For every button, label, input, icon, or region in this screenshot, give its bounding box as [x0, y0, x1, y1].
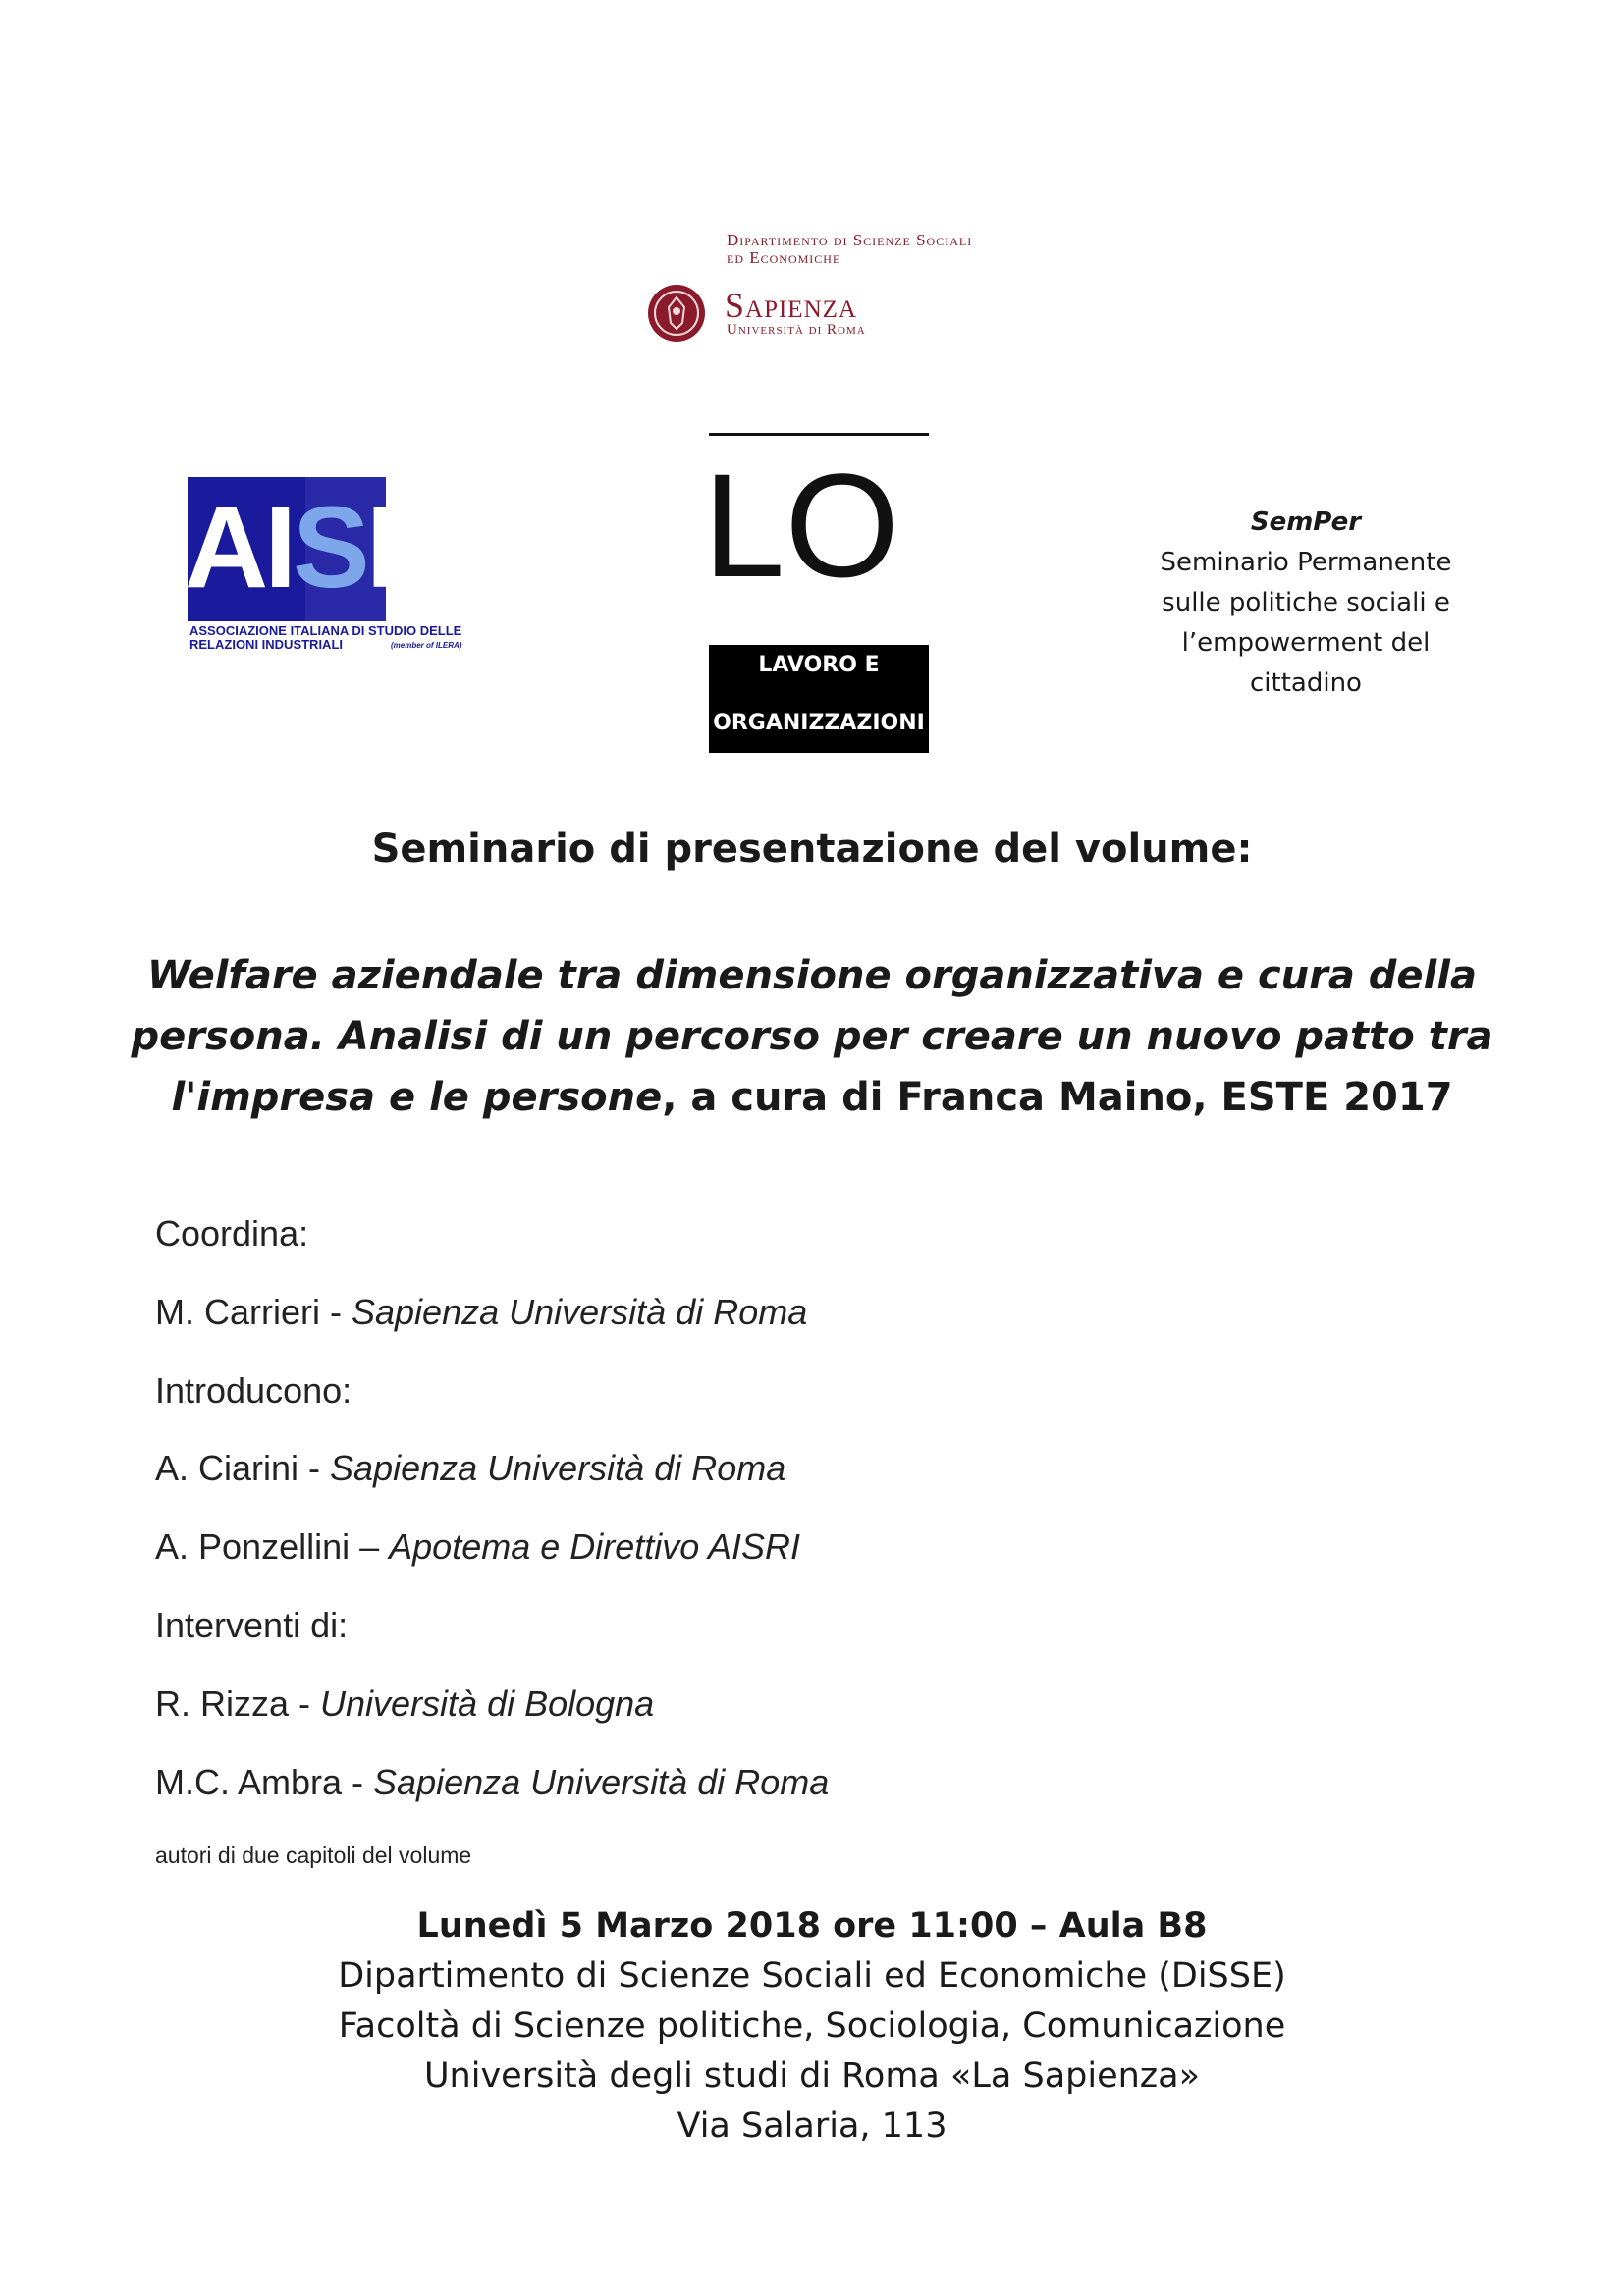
seminar-heading: Seminario di presentazione del volume:: [371, 827, 1253, 872]
semper-line1: Seminario Permanente: [1160, 548, 1452, 577]
event-address: Via Salaria, 113: [677, 2107, 947, 2146]
semper-line4: cittadino: [1250, 668, 1362, 698]
aisri-caption-line2: RELAZIONI INDUSTRIALI: [189, 637, 343, 652]
semper-block: [1080, 503, 1532, 704]
coordina-label: Coordina:: [155, 1213, 309, 1254]
department-name-line2: ed Economiche: [727, 248, 841, 267]
aisri-logo-text: AISRI: [185, 483, 474, 613]
sapienza-seal-icon: [647, 284, 706, 347]
interventi-label: Interventi di:: [155, 1605, 349, 1645]
lo-logo-letters: LO: [703, 443, 900, 608]
event-details: [0, 1901, 1624, 2152]
semper-title: SemPer: [1250, 507, 1362, 537]
aisri-caption-line1: ASSOCIAZIONE ITALIANA DI STUDIO DELLE: [189, 623, 462, 638]
event-university: Università degli studi di Roma «La Sapienza»: [423, 2056, 1201, 2096]
event-faculty: Facoltà di Scienze politiche, Sociologia, Comunicazione: [338, 2006, 1286, 2046]
lo-label-line2: ORGANIZZAZIONI: [713, 711, 925, 735]
semper-line2: sulle politiche sociali e: [1162, 588, 1450, 617]
aisri-member-note: (member of ILERA): [391, 641, 462, 650]
event-date-place: Lunedì 5 Marzo 2018 ore 11:00 – Aula B8: [416, 1906, 1208, 1946]
speaker-ambra: M.C. Ambra - Sapienza Università di Roma: [155, 1762, 830, 1802]
book-title-line1: Welfare aziendale tra dimensione organizzativa e cura della: [147, 953, 1477, 998]
speaker-ciarini: A. Ciarini - Sapienza Università di Roma: [155, 1448, 786, 1488]
book-title-line3: l'impresa e le persone: [171, 1075, 663, 1120]
university-name: Sapienza: [725, 286, 857, 325]
department-name-line1: Dipartimento di Scienze Sociali: [727, 231, 973, 249]
book-title-line2: persona. Analisi di un percorso per creare un nuovo patto tra: [131, 1014, 1493, 1059]
authors-note: autori di due capitoli del volume: [155, 1842, 472, 1868]
lo-logo-label-box: [709, 645, 929, 753]
speaker-rizza: R. Rizza - Università di Bologna: [155, 1683, 655, 1724]
semper-line3: l’empowerment del: [1181, 628, 1431, 658]
book-editor-info: , a cura di Franca Maino, ESTE 2017: [662, 1075, 1453, 1120]
book-title: [0, 945, 1624, 1128]
event-department: Dipartimento di Scienze Sociali ed Economiche (DiSSE): [338, 1956, 1286, 1996]
introducono-label: Introducono:: [155, 1370, 352, 1411]
lo-logo-rule: [709, 433, 929, 436]
university-subtitle: Università di Roma: [727, 322, 866, 338]
lo-label-line1: LAVORO E: [758, 653, 880, 677]
speaker-ponzellini: A. Ponzellini – Apotema e Direttivo AISRI: [155, 1526, 800, 1567]
speaker-carrieri: M. Carrieri - Sapienza Università di Roma: [155, 1292, 808, 1332]
